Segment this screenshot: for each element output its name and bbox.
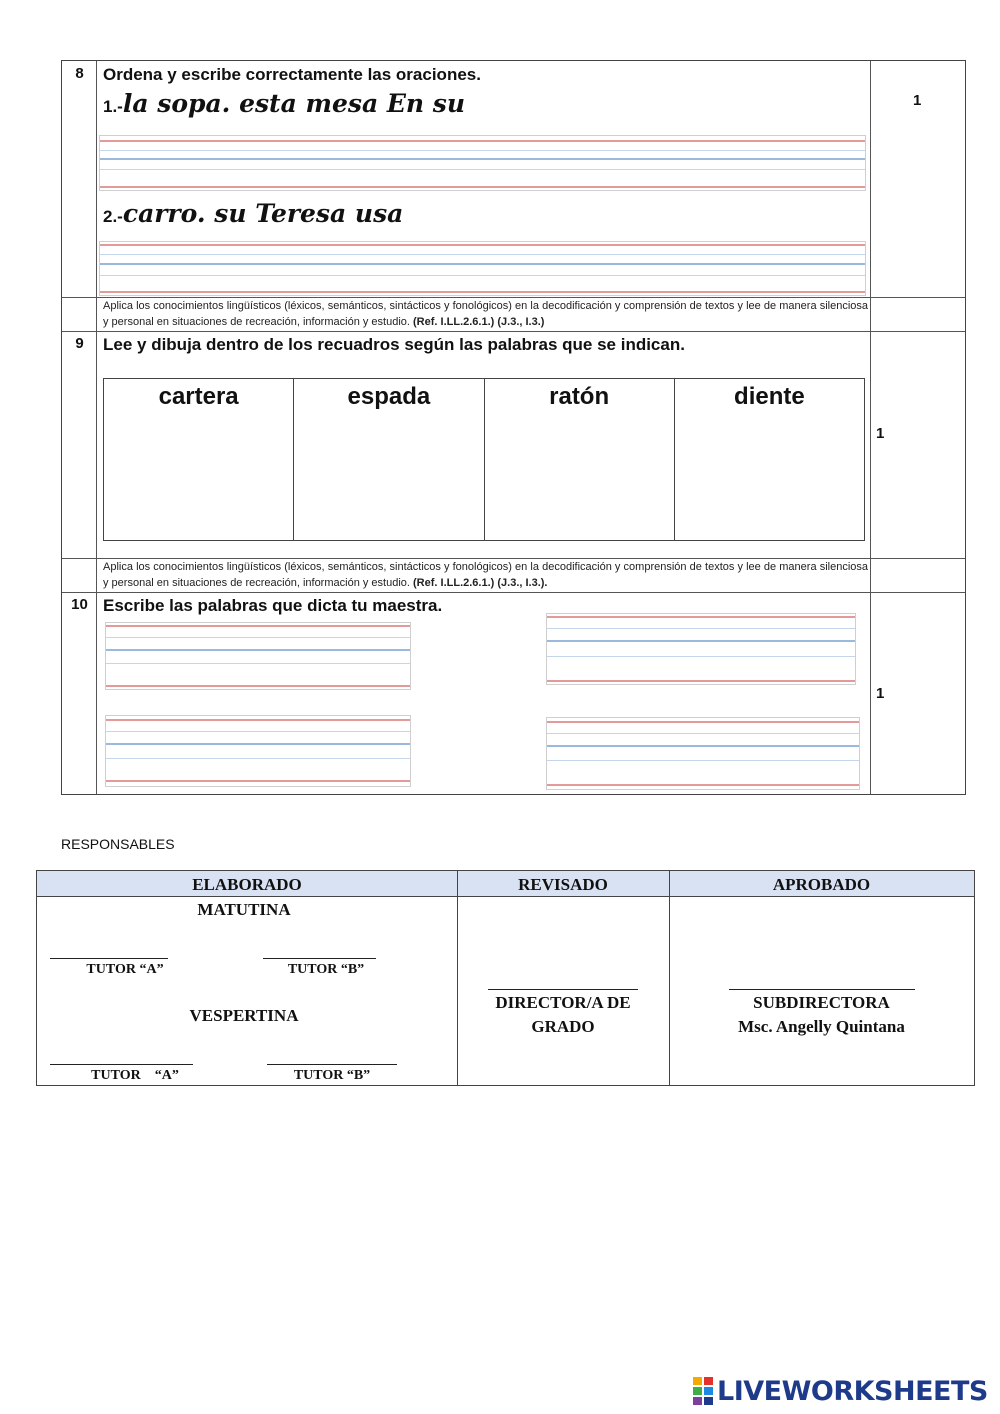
tutor-b-matutina: TUTOR “B”: [287, 962, 365, 977]
tutor-a-vespertina: TUTOR “A”: [91, 1068, 179, 1083]
question-9-title: Lee y dibuja dentro de los recuadros según las palabras que se indican.: [103, 335, 685, 354]
writing-lines-1[interactable]: [99, 135, 866, 191]
subdirectora-name: Msc. Angelly Quintana: [738, 1017, 905, 1036]
question-8-score: 1: [913, 92, 922, 109]
reference-1-code: (Ref. I.LL.2.6.1.) (J.3., I.3.): [413, 316, 545, 328]
word-label: cartera: [158, 383, 239, 410]
questions-table: [61, 60, 966, 795]
question-10-title: Escribe las palabras que dicta tu maestra.: [103, 596, 443, 615]
dictation-lines-2[interactable]: [546, 613, 856, 685]
sentence-1: [103, 89, 465, 118]
signature-line: [263, 958, 376, 959]
director-label-line2: GRADO: [531, 1017, 595, 1036]
sentence-1-text: la sopa. esta mesa En su: [122, 89, 466, 118]
vespertina-label: VESPERTINA: [189, 1006, 299, 1025]
dictation-lines-4[interactable]: [546, 717, 860, 790]
reference-2-code: (Ref. I.LL.2.6.1.) (J.3., I.3.).: [413, 577, 548, 589]
signature-line: [50, 1064, 193, 1065]
matutina-label: MATUTINA: [197, 900, 291, 919]
reference-text-1: [103, 298, 868, 330]
question-10-score: 1: [876, 685, 885, 702]
drawing-box-cartera[interactable]: [104, 379, 294, 540]
liveworksheets-logo-icon: [693, 1377, 713, 1405]
header-revisado: REVISADO: [518, 875, 608, 894]
sentence-2: [103, 199, 403, 228]
row-divider: [62, 331, 965, 332]
header-elaborado: ELABORADO: [192, 875, 302, 894]
column-divider: [669, 871, 670, 1085]
number-column-divider: [96, 61, 97, 794]
dictation-lines-3[interactable]: [105, 715, 411, 787]
signature-line: [488, 989, 638, 990]
liveworksheets-logo-text: LIVEWORKSHEETS: [717, 1375, 988, 1407]
drawing-box-raton[interactable]: [485, 379, 675, 540]
score-column-divider: [870, 61, 871, 794]
reference-text-2: [103, 559, 868, 591]
row-divider: [62, 592, 965, 593]
header-aprobado: APROBADO: [772, 875, 871, 894]
drawing-boxes: [103, 378, 865, 541]
drawing-box-espada[interactable]: [294, 379, 484, 540]
drawing-box-diente[interactable]: [675, 379, 864, 540]
director-label-line1: DIRECTOR/A DE: [495, 993, 631, 1012]
responsables-table: [36, 870, 975, 1086]
question-10-number: 10: [71, 596, 88, 613]
question-8-number: 8: [75, 65, 84, 82]
signature-line: [50, 958, 168, 959]
dictation-lines-1[interactable]: [105, 622, 411, 690]
sentence-2-text: carro. su Teresa usa: [122, 199, 404, 228]
sentence-2-number: 2.-: [103, 207, 123, 226]
liveworksheets-logo: [693, 1373, 988, 1409]
sentence-1-number: 1.-: [103, 97, 123, 116]
signature-line: [267, 1064, 397, 1065]
question-8-title: Ordena y escribe correctamente las oraciones.: [103, 65, 481, 84]
question-9-number: 9: [75, 335, 84, 352]
word-label: diente: [734, 383, 805, 410]
word-label: ratón: [549, 383, 610, 410]
tutor-b-vespertina: TUTOR “B”: [293, 1068, 371, 1083]
signature-line: [729, 989, 915, 990]
question-9-score: 1: [876, 425, 885, 442]
subdirectora-label: SUBDIRECTORA: [753, 993, 890, 1012]
word-label: espada: [347, 383, 431, 410]
reference-2-body: Aplica los conocimientos lingüísticos (léxicos, semánticos, sintácticos y fonológicos) en la decodificación y comprensión de textos y lee de manera silenciosa y personal en situaciones de recreación, información y estudio.: [103, 561, 868, 589]
writing-lines-2[interactable]: [99, 241, 866, 296]
reference-1-body: Aplica los conocimientos lingüísticos (léxicos, semánticos, sintácticos y fonológicos) en la decodificación y comprensión de textos y lee de manera silenciosa y personal en situaciones de recreación, información y estudio.: [103, 300, 868, 328]
tutor-a-matutina: TUTOR “A”: [86, 962, 164, 977]
responsables-label: RESPONSABLES: [61, 836, 175, 852]
column-divider: [457, 871, 458, 1085]
responsables-header-row: [37, 871, 974, 897]
